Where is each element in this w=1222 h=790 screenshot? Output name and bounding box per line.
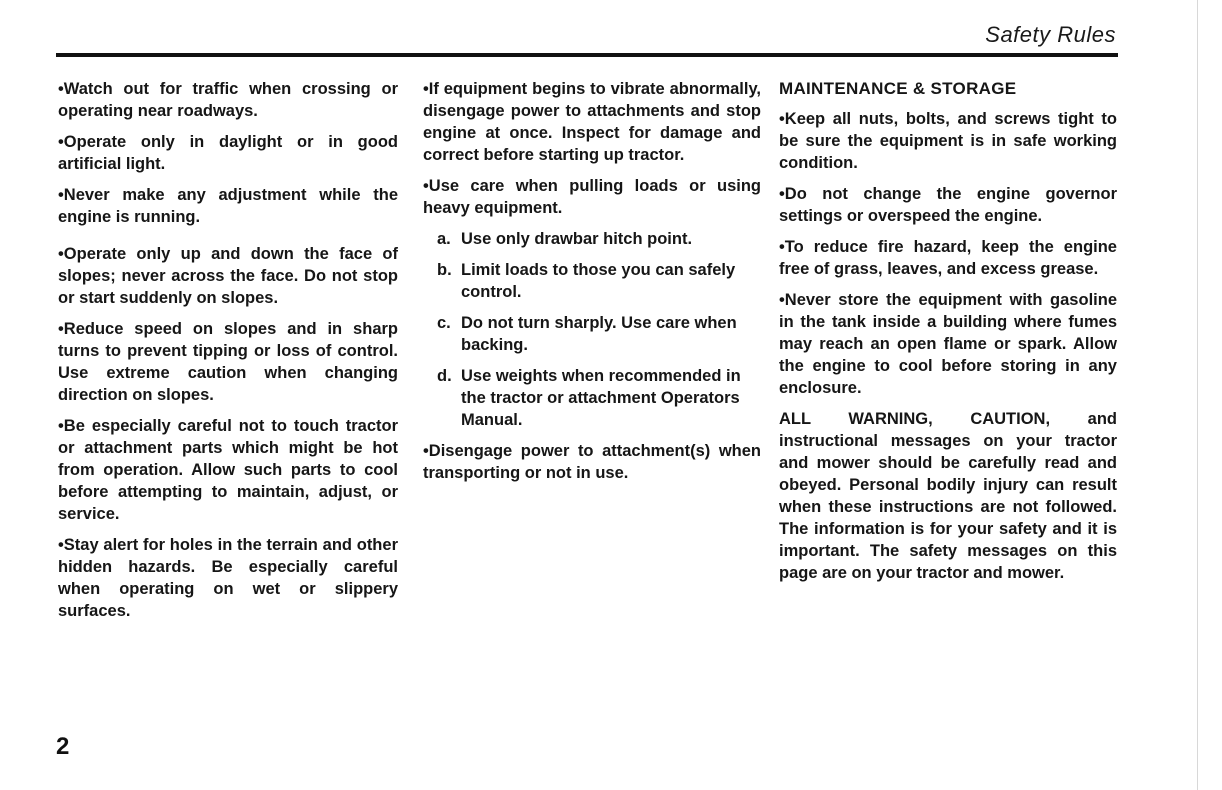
rule-paragraph: •Operate only up and down the face of slopes; never across the face. Do not stop or start suddenly on slopes. [58,245,398,307]
rule-paragraph: •To reduce fire hazard, keep the engine free of grass, leaves, and excess grease. [779,238,1117,278]
rule-paragraph: •Keep all nuts, bolts, and screws tight to be sure the equipment is in safe working condition. [779,110,1117,172]
sub-item-letter: a. [437,230,451,248]
sub-item-letter: c. [437,314,451,332]
header-rule [56,53,1118,57]
sub-item-d [437,365,761,431]
sub-item-text: Use weights when recommended in the tractor or attachment Operators Manual. [461,367,741,429]
rule-paragraph: •Do not change the engine governor settings or overspeed the engine. [779,185,1117,225]
rule-paragraph: •If equipment begins to vibrate abnormally, disengage power to attachments and stop engine at once. Inspect for damage and correct before starting up tractor. [423,80,761,164]
rule-paragraph: •Stay alert for holes in the terrain and other hidden hazards. Be especially careful when operating on wet or slippery surfaces. [58,536,398,620]
rule-paragraph: •Never make any adjustment while the engine is running. [58,186,398,226]
rule-paragraph: •Operate only in daylight or in good artificial light. [58,133,398,173]
rule-paragraph: •Use care when pulling loads or using heavy equipment. [423,177,761,217]
page-number: 2 [56,733,70,760]
sub-item-text: Use only drawbar hitch point. [461,230,693,248]
sub-item-text: Do not turn sharply. Use care when backing. [461,314,737,354]
rule-paragraph: •Reduce speed on slopes and in sharp turns to prevent tipping or loss of control. Use extreme caution when changing direction on slopes. [58,320,398,404]
page-edge-line [1197,0,1198,790]
section-heading: MAINTENANCE & STORAGE [779,79,1017,98]
sub-item-text: Limit loads to those you can safely control. [461,261,736,301]
column-1 [58,78,398,631]
rule-paragraph: •Be especially careful not to touch tractor or attachment parts which might be hot from operation. Allow such parts to cool before attempting to maintain, adjust, or service. [58,417,398,523]
column-2 [423,78,761,493]
sub-item-a [437,228,761,250]
rule-paragraph: •Watch out for traffic when crossing or operating near roadways. [58,80,398,120]
page-title: Safety Rules [985,22,1116,47]
sub-item-letter: d. [437,367,452,385]
sub-item-b [437,259,761,303]
sub-item-c [437,312,761,356]
rule-paragraph: ALL WARNING, CAUTION, and instructional messages on your tractor and mower should be carefully read and obeyed. Personal bodily injury can result when these instructions are not followed. The information is for your safety and it is important. The safety messages on this page are on your tractor and mower. [779,410,1117,582]
sub-item-letter: b. [437,261,452,279]
column-3 [779,78,1117,593]
rule-paragraph: •Never store the equipment with gasoline in the tank inside a building where fumes may reach an open flame or spark. Allow the engine to cool before storing in any enclosure. [779,291,1117,397]
rule-paragraph: •Disengage power to attachment(s) when transporting or not in use. [423,442,761,482]
